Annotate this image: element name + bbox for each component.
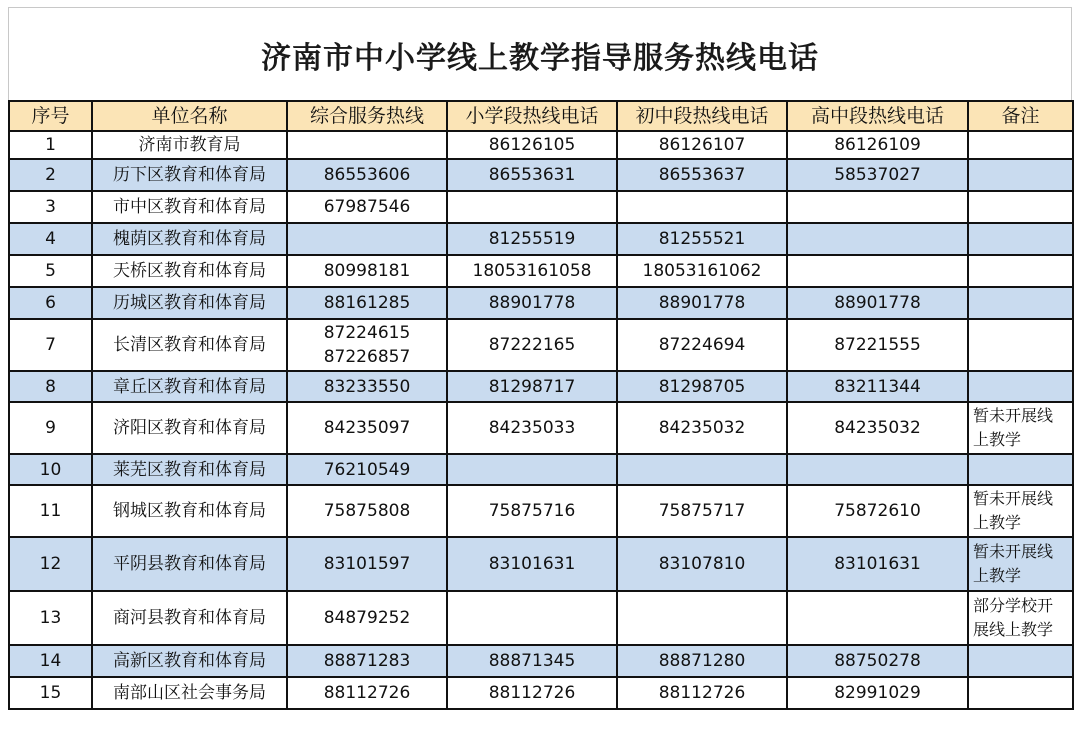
cell-unit: 济南市教育局	[92, 131, 287, 159]
table-row	[9, 319, 1073, 371]
cell-junior: 18053161062	[617, 255, 787, 287]
cell-unit: 天桥区教育和体育局	[92, 255, 287, 287]
cell-note	[968, 255, 1073, 287]
cell-primary: 84235033	[447, 402, 617, 454]
cell-senior	[787, 255, 968, 287]
document-frame	[8, 7, 1072, 729]
cell-primary: 86126105	[447, 131, 617, 159]
cell-general	[287, 371, 447, 402]
table-row	[9, 159, 1073, 191]
cell-no: 15	[9, 677, 92, 709]
cell-unit: 历下区教育和体育局	[92, 159, 287, 191]
title-box	[8, 7, 1072, 101]
cell-note	[968, 677, 1073, 709]
cell-senior: 82991029	[787, 677, 968, 709]
cell-primary	[447, 191, 617, 223]
cell-senior: 88750278	[787, 645, 968, 677]
cell-senior: 58537027	[787, 159, 968, 191]
cell-note	[968, 159, 1073, 191]
cell-no: 14	[9, 645, 92, 677]
cell-general	[287, 677, 447, 709]
note-line: 暂未开展线	[973, 542, 1054, 561]
cell-primary	[447, 454, 617, 485]
cell-junior: 84235032	[617, 402, 787, 454]
header-row	[9, 101, 1073, 131]
general-hotline: 75875808	[323, 501, 411, 521]
cell-unit: 商河县教育和体育局	[92, 591, 287, 645]
header-junior: 初中段热线电话	[617, 101, 787, 131]
cell-note	[968, 537, 1073, 591]
cell-unit: 高新区教育和体育局	[92, 645, 287, 677]
cell-note	[968, 591, 1073, 645]
cell-no: 2	[9, 159, 92, 191]
note-line: 上教学	[973, 430, 1022, 449]
general-hotline: 88871283	[323, 651, 411, 671]
hotline-table	[8, 100, 1074, 710]
cell-note	[968, 485, 1073, 537]
cell-no: 3	[9, 191, 92, 223]
general-hotline: 80998181	[323, 261, 411, 281]
cell-no: 10	[9, 454, 92, 485]
table-row	[9, 223, 1073, 255]
cell-junior: 86126107	[617, 131, 787, 159]
cell-general	[287, 402, 447, 454]
note-line: 暂未开展线	[973, 406, 1054, 425]
cell-general	[287, 485, 447, 537]
table-body	[9, 131, 1073, 709]
cell-primary: 87222165	[447, 319, 617, 371]
cell-general	[287, 255, 447, 287]
table-row	[9, 131, 1073, 159]
cell-general	[287, 645, 447, 677]
table-row	[9, 645, 1073, 677]
cell-primary: 83101631	[447, 537, 617, 591]
cell-unit: 章丘区教育和体育局	[92, 371, 287, 402]
cell-unit: 钢城区教育和体育局	[92, 485, 287, 537]
note-line: 展线上教学	[973, 620, 1054, 639]
table-row	[9, 537, 1073, 591]
cell-primary: 18053161058	[447, 255, 617, 287]
cell-note	[968, 191, 1073, 223]
cell-unit: 市中区教育和体育局	[92, 191, 287, 223]
cell-general	[287, 131, 447, 159]
cell-no: 7	[9, 319, 92, 371]
cell-no: 13	[9, 591, 92, 645]
cell-general	[287, 319, 447, 371]
cell-general	[287, 537, 447, 591]
cell-junior	[617, 591, 787, 645]
cell-general	[287, 287, 447, 319]
table-row	[9, 485, 1073, 537]
header-unit: 单位名称	[92, 101, 287, 131]
note-line: 上教学	[973, 513, 1022, 532]
cell-junior: 75875717	[617, 485, 787, 537]
cell-junior: 86553637	[617, 159, 787, 191]
cell-note	[968, 645, 1073, 677]
table-row	[9, 371, 1073, 402]
general-hotline: 84235097	[323, 418, 411, 438]
cell-general	[287, 454, 447, 485]
cell-note	[968, 371, 1073, 402]
cell-general	[287, 159, 447, 191]
cell-primary: 86553631	[447, 159, 617, 191]
cell-junior: 88871280	[617, 645, 787, 677]
cell-note	[968, 319, 1073, 371]
header-primary: 小学段热线电话	[447, 101, 617, 131]
table-row	[9, 591, 1073, 645]
cell-senior: 88901778	[787, 287, 968, 319]
table-row	[9, 191, 1073, 223]
cell-general	[287, 591, 447, 645]
header-no: 序号	[9, 101, 92, 131]
cell-junior: 81255521	[617, 223, 787, 255]
cell-unit: 莱芜区教育和体育局	[92, 454, 287, 485]
cell-primary: 75875716	[447, 485, 617, 537]
general-hotline: 84879252	[323, 608, 411, 628]
header-general: 综合服务热线	[287, 101, 447, 131]
cell-note	[968, 402, 1073, 454]
general-hotline: 88112726	[323, 683, 411, 703]
cell-primary	[447, 591, 617, 645]
cell-junior: 87224694	[617, 319, 787, 371]
cell-no: 12	[9, 537, 92, 591]
cell-senior	[787, 191, 968, 223]
cell-no: 1	[9, 131, 92, 159]
cell-no: 11	[9, 485, 92, 537]
cell-junior: 88112726	[617, 677, 787, 709]
cell-note	[968, 223, 1073, 255]
cell-primary: 81255519	[447, 223, 617, 255]
cell-no: 5	[9, 255, 92, 287]
header-note: 备注	[968, 101, 1073, 131]
general-hotline: 83101597	[323, 554, 411, 574]
cell-unit: 济阳区教育和体育局	[92, 402, 287, 454]
general-hotline: 76210549	[323, 459, 411, 480]
cell-no: 8	[9, 371, 92, 402]
table-row	[9, 677, 1073, 709]
cell-note	[968, 454, 1073, 485]
general-hotline: 67987546	[323, 197, 411, 217]
cell-senior	[787, 223, 968, 255]
cell-senior: 86126109	[787, 131, 968, 159]
general-hotline: 88161285	[323, 293, 411, 313]
general-hotline: 83233550	[323, 376, 411, 397]
cell-primary: 88871345	[447, 645, 617, 677]
cell-junior: 81298705	[617, 371, 787, 402]
general-hotline: 86553606	[323, 165, 411, 185]
table-row	[9, 255, 1073, 287]
cell-unit: 槐荫区教育和体育局	[92, 223, 287, 255]
cell-junior: 83107810	[617, 537, 787, 591]
cell-unit: 长清区教育和体育局	[92, 319, 287, 371]
cell-senior: 84235032	[787, 402, 968, 454]
cell-junior: 88901778	[617, 287, 787, 319]
table-row	[9, 287, 1073, 319]
cell-no: 9	[9, 402, 92, 454]
page-title: 济南市中小学线上教学指导服务热线电话	[261, 40, 819, 76]
cell-primary: 81298717	[447, 371, 617, 402]
cell-no: 6	[9, 287, 92, 319]
cell-note	[968, 287, 1073, 319]
cell-junior	[617, 454, 787, 485]
cell-senior: 83211344	[787, 371, 968, 402]
note-line: 上教学	[973, 566, 1022, 585]
header-senior: 高中段热线电话	[787, 101, 968, 131]
cell-senior: 75872610	[787, 485, 968, 537]
cell-senior	[787, 454, 968, 485]
cell-senior: 83101631	[787, 537, 968, 591]
cell-primary: 88901778	[447, 287, 617, 319]
note-line: 部分学校开	[973, 596, 1054, 615]
table-row	[9, 454, 1073, 485]
cell-unit: 历城区教育和体育局	[92, 287, 287, 319]
cell-general	[287, 191, 447, 223]
cell-note	[968, 131, 1073, 159]
cell-unit: 平阴县教育和体育局	[92, 537, 287, 591]
cell-senior	[787, 591, 968, 645]
cell-unit: 南部山区社会事务局	[92, 677, 287, 709]
cell-general	[287, 223, 447, 255]
cell-senior: 87221555	[787, 319, 968, 371]
note-line: 暂未开展线	[973, 489, 1054, 508]
table-row	[9, 402, 1073, 454]
cell-no: 4	[9, 223, 92, 255]
general-hotline: 87226857	[323, 347, 411, 367]
cell-primary: 88112726	[447, 677, 617, 709]
cell-junior	[617, 191, 787, 223]
general-hotline: 87224615	[323, 323, 411, 343]
